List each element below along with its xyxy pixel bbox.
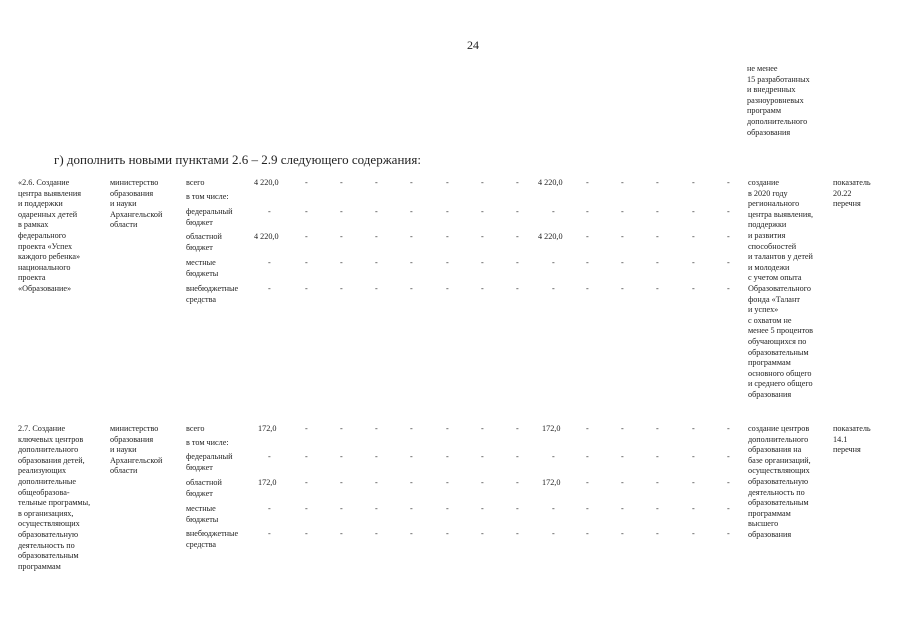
year-value: - xyxy=(552,529,555,538)
source-label: местные бюджеты xyxy=(186,504,219,524)
year-value: 172,0 xyxy=(542,478,561,487)
empty-cell-dash: - xyxy=(727,258,730,267)
empty-cell-dash: - xyxy=(727,478,730,487)
empty-cell-dash: - xyxy=(340,478,343,487)
empty-cell-dash: - xyxy=(410,232,413,241)
empty-cell-dash: - xyxy=(481,284,484,293)
empty-cell-dash: - xyxy=(727,207,730,216)
empty-cell-dash: - xyxy=(692,207,695,216)
empty-cell-dash: - xyxy=(692,504,695,513)
empty-cell-dash: - xyxy=(586,178,589,187)
empty-cell-dash: - xyxy=(446,232,449,241)
empty-cell-dash: - xyxy=(516,232,519,241)
empty-cell-dash: - xyxy=(305,178,308,187)
empty-cell-dash: - xyxy=(340,232,343,241)
empty-cell-dash: - xyxy=(621,478,624,487)
empty-cell-dash: - xyxy=(410,529,413,538)
empty-cell-dash: - xyxy=(340,529,343,538)
empty-cell-dash: - xyxy=(481,207,484,216)
source-label: в том числе: xyxy=(186,438,229,447)
empty-cell-dash: - xyxy=(481,529,484,538)
source-label: местные бюджеты xyxy=(186,258,219,278)
year-value: 4 220,0 xyxy=(538,232,563,241)
empty-cell-dash: - xyxy=(340,207,343,216)
empty-cell-dash: - xyxy=(621,207,624,216)
empty-cell-dash: - xyxy=(586,284,589,293)
empty-cell-dash: - xyxy=(410,478,413,487)
empty-cell-dash: - xyxy=(305,452,308,461)
empty-cell-dash: - xyxy=(621,232,624,241)
empty-cell-dash: - xyxy=(727,452,730,461)
empty-cell-dash: - xyxy=(375,207,378,216)
total-value: - xyxy=(268,452,271,461)
empty-cell-dash: - xyxy=(340,504,343,513)
empty-cell-dash: - xyxy=(305,232,308,241)
empty-cell-dash: - xyxy=(375,424,378,433)
total-value: 4 220,0 xyxy=(254,232,279,241)
empty-cell-dash: - xyxy=(516,424,519,433)
year-value: - xyxy=(552,258,555,267)
empty-cell-dash: - xyxy=(656,452,659,461)
empty-cell-dash: - xyxy=(481,424,484,433)
empty-cell-dash: - xyxy=(692,284,695,293)
empty-cell-dash: - xyxy=(305,504,308,513)
empty-cell-dash: - xyxy=(656,232,659,241)
activity-name: «2.6. Создание центра выявления и поддержки одаренных детей в рамках федерального проекта «Успех каждого ребенка» национального проекта «Образование» xyxy=(18,178,81,293)
empty-cell-dash: - xyxy=(656,178,659,187)
empty-cell-dash: - xyxy=(516,207,519,216)
empty-cell-dash: - xyxy=(692,178,695,187)
empty-cell-dash: - xyxy=(375,529,378,538)
expected-result: создание в 2020 году регионального центра выявления, поддержки и развития способностей и талантов у детей и молодежи с учетом опыта Образовательного фонда «Талант и успех» с охватом не менее 5 процентов обучающихся по образовательным программам основного общего и среднего общего образования xyxy=(748,178,814,399)
empty-cell-dash: - xyxy=(481,504,484,513)
empty-cell-dash: - xyxy=(340,452,343,461)
total-value: - xyxy=(268,504,271,513)
empty-cell-dash: - xyxy=(375,232,378,241)
empty-cell-dash: - xyxy=(446,284,449,293)
empty-cell-dash: - xyxy=(586,529,589,538)
empty-cell-dash: - xyxy=(410,284,413,293)
empty-cell-dash: - xyxy=(340,258,343,267)
empty-cell-dash: - xyxy=(656,207,659,216)
empty-cell-dash: - xyxy=(656,284,659,293)
empty-cell-dash: - xyxy=(340,424,343,433)
empty-cell-dash: - xyxy=(375,258,378,267)
source-label: областной бюджет xyxy=(186,232,222,252)
empty-cell-dash: - xyxy=(586,258,589,267)
empty-cell-dash: - xyxy=(727,424,730,433)
empty-cell-dash: - xyxy=(305,284,308,293)
empty-cell-dash: - xyxy=(621,258,624,267)
empty-cell-dash: - xyxy=(727,232,730,241)
previous-row-result: не менее 15 разработанных и внедренных разноуровневых программ дополнительного образования xyxy=(747,64,810,137)
year-value: - xyxy=(552,504,555,513)
empty-cell-dash: - xyxy=(621,284,624,293)
empty-cell-dash: - xyxy=(305,258,308,267)
source-label: внебюджетные средства xyxy=(186,284,239,304)
empty-cell-dash: - xyxy=(375,284,378,293)
page-number: 24 xyxy=(467,38,479,52)
empty-cell-dash: - xyxy=(656,478,659,487)
empty-cell-dash: - xyxy=(516,504,519,513)
empty-cell-dash: - xyxy=(305,207,308,216)
empty-cell-dash: - xyxy=(375,178,378,187)
empty-cell-dash: - xyxy=(656,529,659,538)
empty-cell-dash: - xyxy=(305,424,308,433)
empty-cell-dash: - xyxy=(692,258,695,267)
empty-cell-dash: - xyxy=(692,529,695,538)
total-value: - xyxy=(268,258,271,267)
executor: министерство образования и науки Архангельской области xyxy=(110,178,163,230)
total-value: 4 220,0 xyxy=(254,178,279,187)
empty-cell-dash: - xyxy=(621,452,624,461)
empty-cell-dash: - xyxy=(340,178,343,187)
source-label: областной бюджет xyxy=(186,478,222,498)
source-label: в том числе: xyxy=(186,192,229,201)
empty-cell-dash: - xyxy=(481,178,484,187)
empty-cell-dash: - xyxy=(446,452,449,461)
empty-cell-dash: - xyxy=(586,478,589,487)
empty-cell-dash: - xyxy=(656,258,659,267)
empty-cell-dash: - xyxy=(446,478,449,487)
activity-name: 2.7. Создание ключевых центров дополнительного образования детей, реализующих дополнительные общеобразова- тельные программы, в организациях, осуществляющих образовательную деятельность по образовательным программам xyxy=(18,424,91,571)
empty-cell-dash: - xyxy=(516,452,519,461)
expected-result: создание центров дополнительного образования на базе организаций, осуществляющих образовательную деятельность по образовательным программам высшего образования xyxy=(748,424,811,539)
executor: министерство образования и науки Архангельской области xyxy=(110,424,163,476)
empty-cell-dash: - xyxy=(516,178,519,187)
empty-cell-dash: - xyxy=(446,178,449,187)
empty-cell-dash: - xyxy=(410,424,413,433)
empty-cell-dash: - xyxy=(446,424,449,433)
empty-cell-dash: - xyxy=(446,258,449,267)
empty-cell-dash: - xyxy=(446,207,449,216)
empty-cell-dash: - xyxy=(516,529,519,538)
empty-cell-dash: - xyxy=(516,478,519,487)
empty-cell-dash: - xyxy=(727,529,730,538)
empty-cell-dash: - xyxy=(621,424,624,433)
total-value: - xyxy=(268,207,271,216)
empty-cell-dash: - xyxy=(481,232,484,241)
year-value: - xyxy=(552,207,555,216)
year-value: - xyxy=(552,284,555,293)
source-label: внебюджетные средства xyxy=(186,529,239,549)
empty-cell-dash: - xyxy=(656,504,659,513)
empty-cell-dash: - xyxy=(481,478,484,487)
empty-cell-dash: - xyxy=(446,504,449,513)
source-label: федеральный бюджет xyxy=(186,452,233,472)
total-value: - xyxy=(268,284,271,293)
empty-cell-dash: - xyxy=(375,478,378,487)
empty-cell-dash: - xyxy=(656,424,659,433)
year-value: 172,0 xyxy=(542,424,561,433)
empty-cell-dash: - xyxy=(375,504,378,513)
empty-cell-dash: - xyxy=(692,424,695,433)
indicator-reference: показатель 20.22 перечня xyxy=(833,178,871,209)
source-label: всего xyxy=(186,178,205,187)
empty-cell-dash: - xyxy=(586,207,589,216)
empty-cell-dash: - xyxy=(410,178,413,187)
empty-cell-dash: - xyxy=(375,452,378,461)
empty-cell-dash: - xyxy=(621,529,624,538)
empty-cell-dash: - xyxy=(692,232,695,241)
year-value: 4 220,0 xyxy=(538,178,563,187)
empty-cell-dash: - xyxy=(727,284,730,293)
empty-cell-dash: - xyxy=(446,529,449,538)
total-value: 172,0 xyxy=(258,424,277,433)
source-label: всего xyxy=(186,424,205,433)
empty-cell-dash: - xyxy=(410,452,413,461)
empty-cell-dash: - xyxy=(727,178,730,187)
empty-cell-dash: - xyxy=(586,424,589,433)
empty-cell-dash: - xyxy=(410,258,413,267)
empty-cell-dash: - xyxy=(586,232,589,241)
empty-cell-dash: - xyxy=(586,504,589,513)
empty-cell-dash: - xyxy=(621,178,624,187)
empty-cell-dash: - xyxy=(727,504,730,513)
section-heading: г) дополнить новыми пунктами 2.6 – 2.9 следующего содержания: xyxy=(54,152,421,167)
empty-cell-dash: - xyxy=(516,284,519,293)
total-value: 172,0 xyxy=(258,478,277,487)
empty-cell-dash: - xyxy=(481,452,484,461)
empty-cell-dash: - xyxy=(586,452,589,461)
empty-cell-dash: - xyxy=(481,258,484,267)
empty-cell-dash: - xyxy=(410,504,413,513)
empty-cell-dash: - xyxy=(305,529,308,538)
empty-cell-dash: - xyxy=(621,504,624,513)
empty-cell-dash: - xyxy=(692,478,695,487)
source-label: федеральный бюджет xyxy=(186,207,233,227)
empty-cell-dash: - xyxy=(692,452,695,461)
empty-cell-dash: - xyxy=(410,207,413,216)
empty-cell-dash: - xyxy=(516,258,519,267)
indicator-reference: показатель 14.1 перечня xyxy=(833,424,871,455)
empty-cell-dash: - xyxy=(340,284,343,293)
total-value: - xyxy=(268,529,271,538)
year-value: - xyxy=(552,452,555,461)
empty-cell-dash: - xyxy=(305,478,308,487)
